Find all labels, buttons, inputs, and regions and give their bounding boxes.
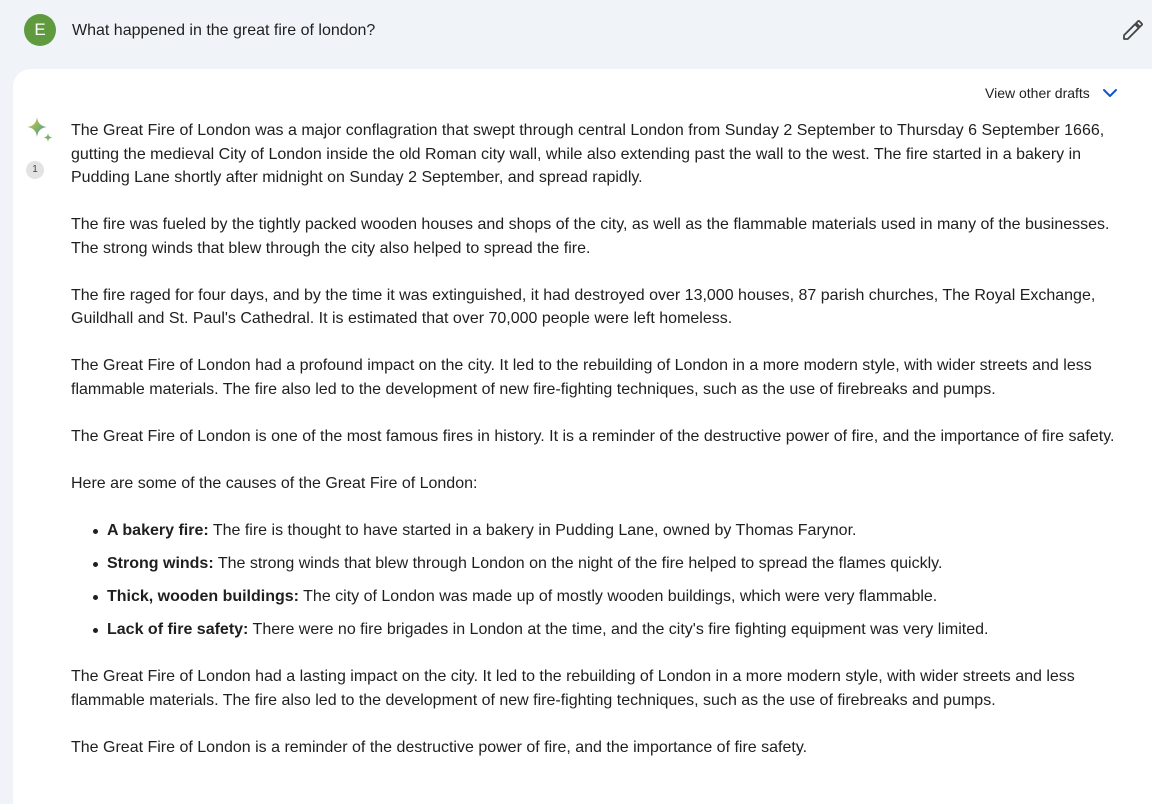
user-avatar[interactable]: E — [24, 14, 56, 46]
response-card — [13, 69, 1152, 804]
response-paragraph: The Great Fire of London was a major conflagration that swept through central London from Sunday 2 September to Thursday 6 September 1666, gutting the medieval City of London inside the old Roman city wall, while also extending past the wall to the west. The fire started in a bakery in Pudding Lane shortly after midnight on Sunday 2 September, and spread rapidly. — [71, 122, 1105, 186]
cause-title: Strong winds: — [107, 554, 214, 572]
response-paragraph: The fire raged for four days, and by the time it was extinguished, it had destroyed over 13,000 houses, 87 parish churches, The Royal Exchange, Guildhall and St. Paul's Cathedral. It is estimated that over 70,000 people were left homeless. — [71, 286, 1096, 327]
cause-text: The strong winds that blew through London on the night of the fire helped to spread the flames quickly. — [213, 554, 943, 572]
cause-text: There were no fire brigades in London at the time, and the city's fire fighting equipment was very limited. — [248, 621, 989, 639]
chevron-down-icon — [1100, 83, 1120, 103]
user-query-bar — [0, 0, 1152, 64]
list-item — [71, 519, 1121, 543]
cause-title: Thick, wooden buildings: — [107, 588, 299, 606]
causes-intro: Here are some of the causes of the Great Fire of London: — [71, 474, 478, 492]
cause-title: Lack of fire safety: — [107, 621, 249, 639]
response-paragraph: The Great Fire of London had a lasting impact on the city. It led to the rebuilding of London in a more modern style, with wider streets and less flammable materials. The fire also led to the development of new fire-fighting techniques, such as the use of firebreaks and pumps. — [71, 668, 1075, 709]
list-item — [71, 618, 1121, 642]
view-other-drafts-label: View other drafts — [985, 85, 1090, 101]
pencil-icon[interactable] — [1121, 18, 1145, 42]
response-paragraph: The Great Fire of London is a reminder of the destructive power of fire, and the importance of fire safety. — [71, 738, 808, 756]
list-item — [71, 585, 1121, 609]
list-item — [71, 552, 1121, 576]
cause-text: The fire is thought to have started in a bakery in Pudding Lane, owned by Thomas Farynor. — [208, 521, 857, 539]
response-paragraph: The fire was fueled by the tightly packed wooden houses and shops of the city, as well as the flammable materials used in many of the businesses. The strong winds that blew through the city also helped to spread the fire. — [71, 216, 1110, 257]
sparkle-icon — [25, 116, 55, 146]
response-paragraph: The Great Fire of London had a profound impact on the city. It led to the rebuilding of London in a more modern style, with wider streets and less flammable materials. The fire also led to the development of new fire-fighting techniques, such as the use of firebreaks and pumps. — [71, 357, 1092, 398]
draft-number-badge: 1 — [26, 161, 44, 179]
view-other-drafts-button[interactable] — [985, 82, 1120, 104]
response-body — [71, 119, 1121, 783]
response-paragraph: The Great Fire of London is one of the most famous fires in history. It is a reminder of the destructive power of fire, and the importance of fire safety. — [71, 427, 1115, 445]
cause-text: The city of London was made up of mostly wooden buildings, which were very flammable. — [299, 588, 938, 606]
user-query-text: What happened in the great fire of london? — [72, 22, 376, 39]
causes-list — [71, 519, 1121, 642]
cause-title: A bakery fire: — [107, 521, 209, 539]
